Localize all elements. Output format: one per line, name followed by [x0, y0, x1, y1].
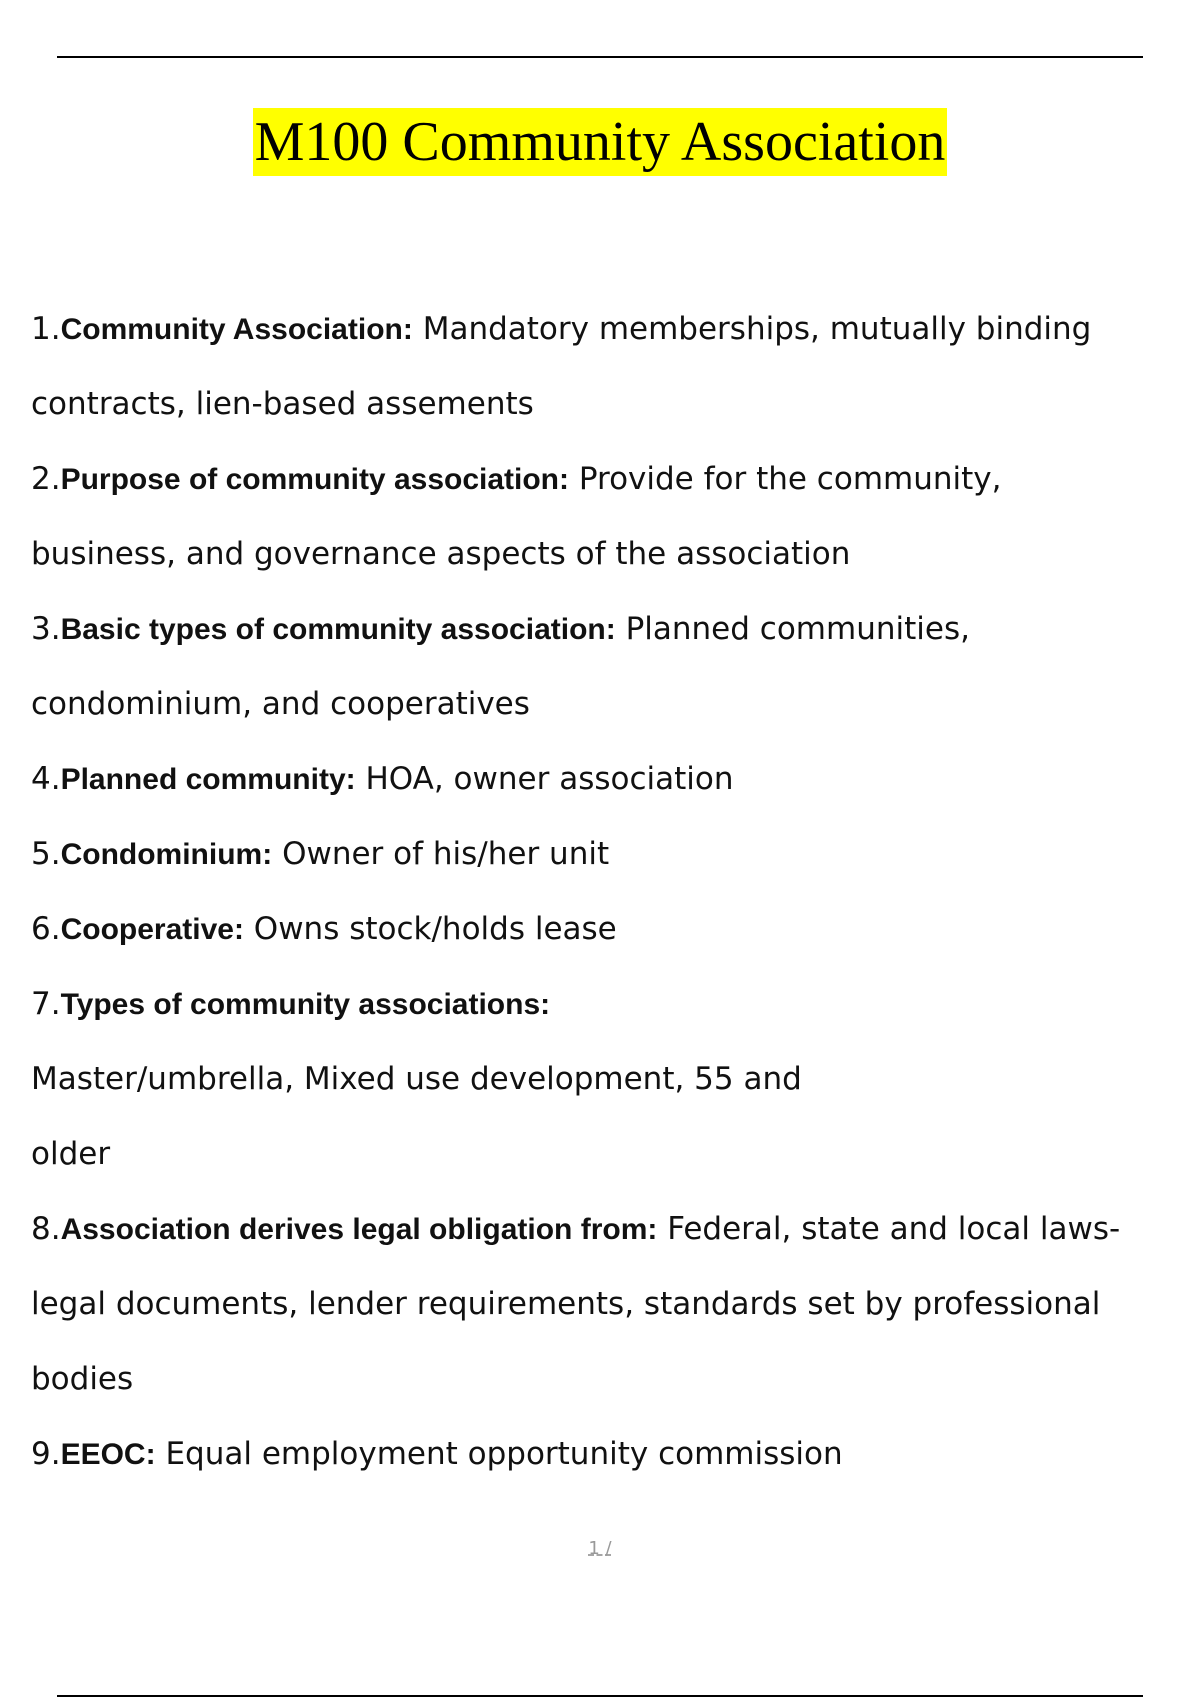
- item-text: Owns stock/holds lease: [243, 911, 617, 947]
- title-wrap: [0, 108, 1200, 176]
- bottom-rule: [57, 1695, 1143, 1697]
- item-number: 6.: [31, 911, 61, 947]
- top-rule: [57, 56, 1143, 58]
- item-number: 9.: [31, 1436, 61, 1472]
- item-term: Condominium:: [60, 838, 273, 871]
- list-item: [31, 292, 1191, 442]
- item-text: Federal, state and local laws-: [657, 1211, 1121, 1247]
- item-text: business, and governance aspects of the association: [31, 536, 851, 572]
- item-text: condominium, and cooperatives: [31, 686, 530, 722]
- item-text: Mandatory memberships, mutually binding: [412, 311, 1092, 347]
- item-text: legal documents, lender requirements, standards set by professional: [31, 1286, 1101, 1322]
- document-title: M100 Community Association: [253, 108, 948, 176]
- item-term: Community Association:: [60, 313, 413, 346]
- item-text: Equal employment opportunity commission: [155, 1436, 843, 1472]
- item-text: HOA, owner association: [355, 761, 734, 797]
- item-number: 1.: [31, 311, 61, 347]
- item-number: 7.: [31, 986, 61, 1022]
- list-item: [31, 742, 1191, 817]
- list-item: [31, 892, 1191, 967]
- item-text: older: [31, 1136, 111, 1172]
- item-text: Provide for the community,: [569, 461, 1002, 497]
- list-item: [31, 1417, 1191, 1492]
- list-item: [31, 442, 1191, 592]
- item-number: 4.: [31, 761, 61, 797]
- item-number: 8.: [31, 1211, 61, 1247]
- item-term: EEOC:: [60, 1438, 156, 1471]
- page-number: 1 /: [588, 1538, 612, 1559]
- item-number: 5.: [31, 836, 61, 872]
- item-text: Owner of his/her unit: [272, 836, 610, 872]
- definition-list: [31, 292, 1191, 1492]
- list-item: [31, 817, 1191, 892]
- item-text: contracts, lien-based assements: [31, 386, 534, 422]
- item-term: Basic types of community association:: [60, 613, 616, 646]
- item-number: 3.: [31, 611, 61, 647]
- list-item: [31, 967, 1191, 1192]
- list-item: [31, 592, 1191, 742]
- item-term: Cooperative:: [60, 913, 244, 946]
- item-term: Types of community associations:: [60, 988, 551, 1021]
- item-text: Planned communities,: [615, 611, 970, 647]
- list-item: [31, 1192, 1191, 1417]
- item-text: Master/umbrella, Mixed use development, 55 and: [31, 1061, 802, 1097]
- item-text: bodies: [31, 1361, 134, 1397]
- item-term: Planned community:: [60, 763, 356, 796]
- item-number: 2.: [31, 461, 61, 497]
- item-term: Association derives legal obligation from:: [60, 1213, 658, 1246]
- item-term: Purpose of community association:: [60, 463, 569, 496]
